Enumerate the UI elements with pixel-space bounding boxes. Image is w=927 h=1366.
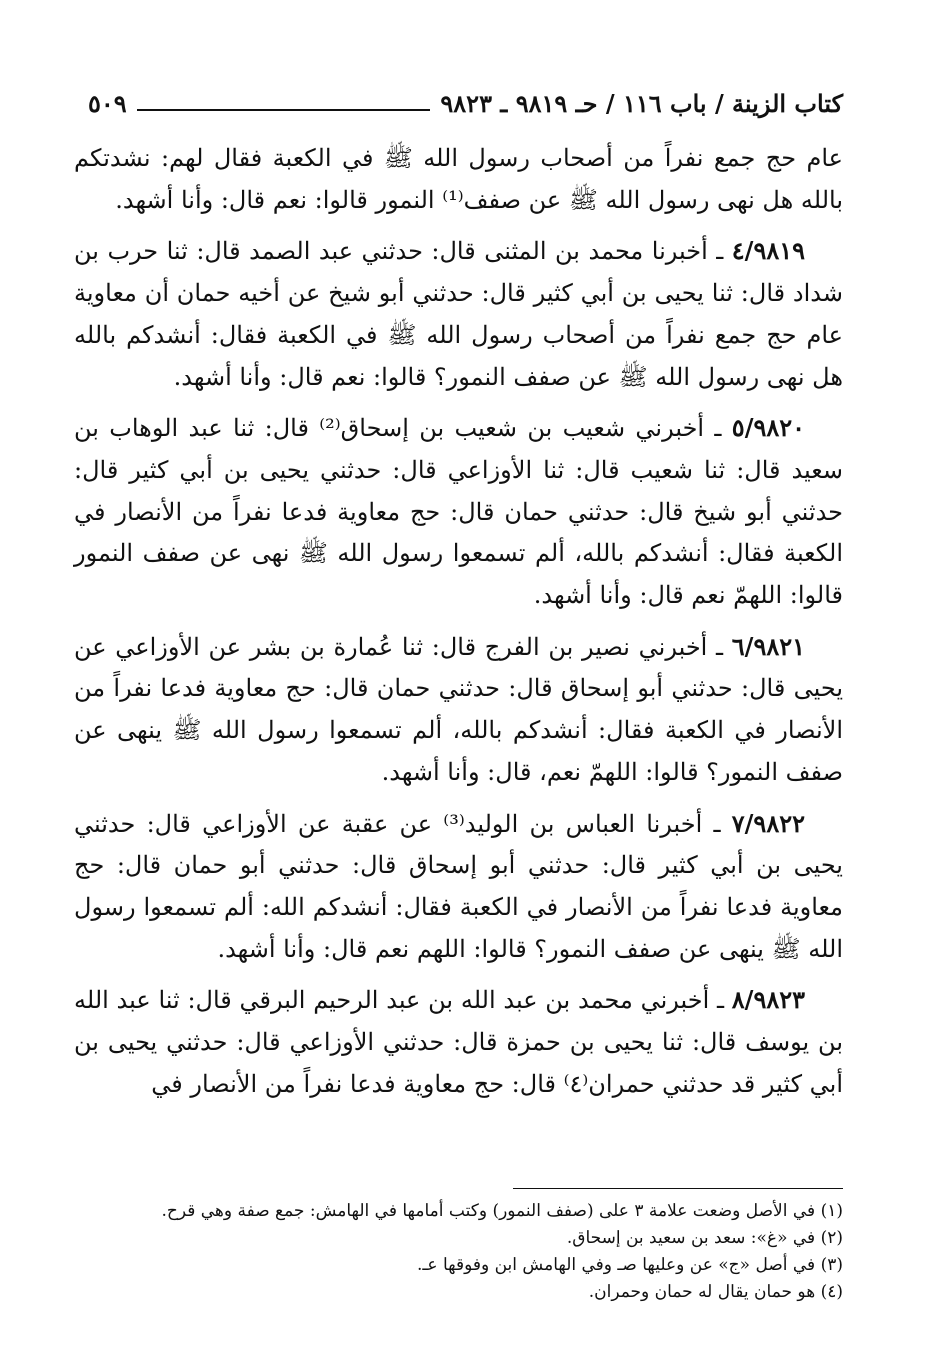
page-number: ٥٠٩ xyxy=(88,89,127,118)
footnote: (١) في الأصل وضعت علامة ٣ على (صفف النمور) وكتب أمامها في الهامش: جمع صفة وهي قرح. xyxy=(161,1201,843,1221)
hadith-number: ٤/٩٨١٩ xyxy=(731,236,805,266)
header-rule xyxy=(137,109,431,111)
footnote: (٤) هو حمان يقال له حمان وحمران. xyxy=(588,1282,843,1302)
hadith-entry xyxy=(74,979,843,1105)
paragraph-text: ـ أخبرنا محمد بن المثنى قال: حدثني عبد الصمد قال: ثنا حرب بن شداد قال: ثنا يحيى بن أبي كثير قال: حدثني أبو شيخ عن أخيه حمان أن معاوية عام حج جمع نفراً من أصحاب رسول الله ﷺ في الكعبة فقال: أنشدكم بالله هل نهى رسول الله ﷺ عن صفف النمور؟ قالوا: نعم قال: وأنا أشهد. xyxy=(74,237,843,391)
hadith-number: ٨/٩٨٢٣ xyxy=(731,985,805,1015)
footnote-divider xyxy=(513,1188,843,1189)
running-title: كتاب الزينة / باب ١١٦ / حـ ٩٨١٩ ـ ٩٨٢٣ xyxy=(440,89,843,118)
footnote: (٢) في «غ»: سعد بن سعيد بن إسحاق. xyxy=(566,1228,843,1248)
paragraph-text: عام حج جمع نفراً من أصحاب رسول الله ﷺ في الكعبة فقال لهم: نشدتكم بالله هل نهى رسول الله ﷺ عن صفف⁽¹⁾ النمور قالوا: نعم قال: وأنا أشهد. xyxy=(74,144,844,214)
paragraph-text: ـ أخبرني شعيب بن شعيب بن إسحاق⁽²⁾ قال: ثنا عبد الوهاب بن سعيد قال: ثنا شعيب قال: ثنا الأوزاعي قال: حدثني يحيى بن أبي كثير قال: حدثني أبو شيخ قال: حدثني حمان قال: حج معاوية فدعا نفراً من الأنصار في الكعبة فقال: أنشدكم بالله، ألم تسمعوا رسول الله ﷺ نهى عن صفف النمور قالوا: اللهمّ نعم قال: وأنا أشهد. xyxy=(74,414,843,610)
hadith-entry xyxy=(74,407,843,617)
hadith-entry xyxy=(74,803,843,971)
hadith-number: ٧/٩٨٢٢ xyxy=(731,808,805,838)
hadith-number: ٥/٩٨٢٠ xyxy=(731,413,806,443)
hadith-number: ٦/٩٨٢١ xyxy=(731,631,805,661)
paragraph-text: ـ أخبرني محمد بن عبد الله بن عبد الرحيم البرقي قال: ثنا عبد الله بن يوسف قال: ثنا يحيى بن حمزة قال: حدثني الأوزاعي قال: حدثني يحيى بن أبي كثير قد حدثني حمران⁽٤⁾ قال: حج معاوية فدعا نفراً من الأنصار في xyxy=(74,986,843,1098)
footnotes xyxy=(74,1198,843,1306)
body-text xyxy=(74,138,843,1114)
page-header xyxy=(88,78,843,118)
paragraph-continuation xyxy=(74,138,843,221)
footnote: (٣) في أصل «ج» عن وعليها صـ وفي الهامش ابن وفوقها عـ. xyxy=(417,1255,843,1275)
paragraph-text: ـ أخبرني نصير بن الفرج قال: ثنا عُمارة بن بشر عن الأوزاعي عن يحيى قال: حدثني أبو إسحاق قال: حدثني حمان قال: حج معاوية فدعا نفراً من الأنصار في الكعبة فقال: أنشدكم بالله، ألم تسمعوا رسول الله ﷺ ينهى عن صفف النمور؟ قالوا: اللهمّ نعم، قال: وأنا أشهد. xyxy=(74,632,843,786)
paragraph-text: ـ أخبرنا العباس بن الوليد⁽³⁾ عن عقبة عن الأوزاعي قال: حدثني يحيى بن أبي كثير قال: حدثني أبو إسحاق قال: حدثني أبو حمان قال: حج معاوية فدعا نفراً من الأنصار في الكعبة فقال: أنشدكم الله: ألم تسمعوا رسول الله ﷺ ينهى عن صفف النمور؟ قالوا: اللهم نعم قال: وأنا أشهد. xyxy=(74,809,843,963)
hadith-entry xyxy=(74,626,843,794)
hadith-entry xyxy=(74,230,843,398)
